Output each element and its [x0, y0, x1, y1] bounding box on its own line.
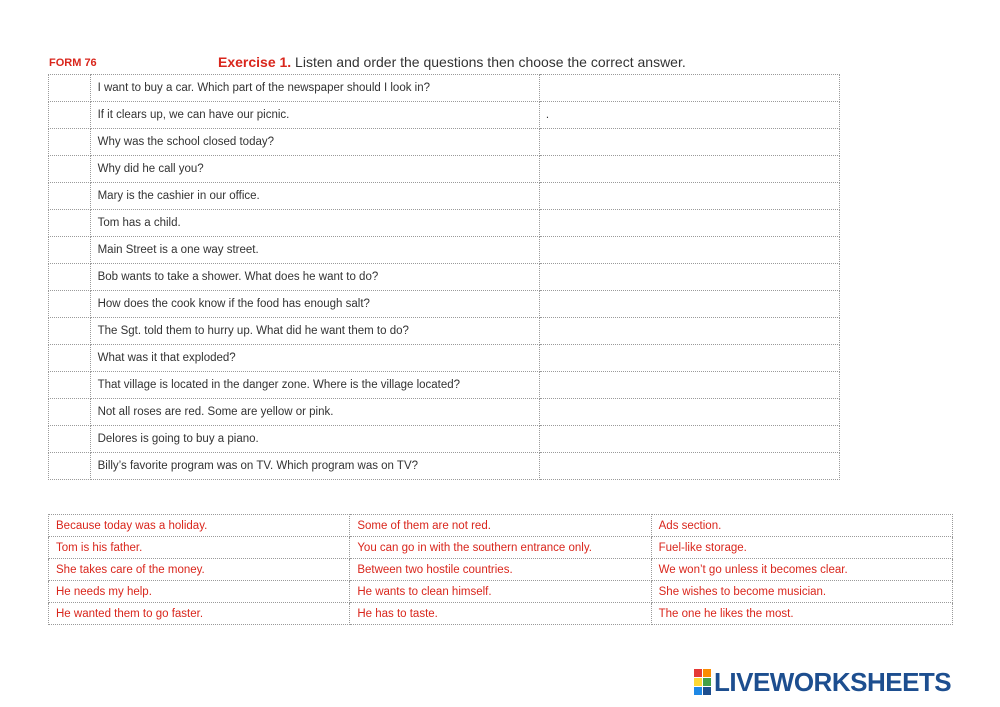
question-text: That village is located in the danger zone. Where is the village located?	[90, 372, 539, 399]
answer-bank-row	[49, 559, 953, 581]
question-text: I want to buy a car. Which part of the newspaper should I look in?	[90, 75, 539, 102]
order-number-cell[interactable]	[49, 102, 91, 129]
logo-square	[694, 678, 702, 686]
answer-drop-cell[interactable]	[539, 426, 839, 453]
question-text: Mary is the cashier in our office.	[90, 183, 539, 210]
questions-table	[48, 74, 840, 480]
question-text: Tom has a child.	[90, 210, 539, 237]
form-label: FORM 76	[49, 57, 97, 69]
question-text: Billy’s favorite program was on TV. Which program was on TV?	[90, 453, 539, 480]
answer-drop-cell[interactable]	[539, 210, 839, 237]
question-row	[49, 210, 840, 237]
answer-option[interactable]: He wants to clean himself.	[350, 581, 651, 603]
logo-square	[694, 669, 702, 677]
answer-option[interactable]: Some of them are not red.	[350, 515, 651, 537]
answer-option[interactable]: The one he likes the most.	[651, 603, 952, 625]
answer-bank-row	[49, 515, 953, 537]
question-row	[49, 183, 840, 210]
answer-option[interactable]: Ads section.	[651, 515, 952, 537]
order-number-cell[interactable]	[49, 372, 91, 399]
answer-option[interactable]: You can go in with the southern entrance only.	[350, 537, 651, 559]
question-row	[49, 372, 840, 399]
answer-option[interactable]: She wishes to become musician.	[651, 581, 952, 603]
question-row	[49, 264, 840, 291]
question-text: The Sgt. told them to hurry up. What did he want them to do?	[90, 318, 539, 345]
question-row	[49, 129, 840, 156]
answer-option[interactable]: He has to taste.	[350, 603, 651, 625]
question-row	[49, 453, 840, 480]
question-text: How does the cook know if the food has enough salt?	[90, 291, 539, 318]
answer-drop-cell[interactable]	[539, 183, 839, 210]
logo-square	[694, 687, 702, 695]
order-number-cell[interactable]	[49, 129, 91, 156]
question-text: Main Street is a one way street.	[90, 237, 539, 264]
answer-option[interactable]: Tom is his father.	[49, 537, 350, 559]
answer-bank-row	[49, 603, 953, 625]
answer-drop-cell[interactable]	[539, 291, 839, 318]
question-row	[49, 75, 840, 102]
exercise-title	[218, 54, 686, 70]
order-number-cell[interactable]	[49, 426, 91, 453]
answer-option[interactable]: She takes care of the money.	[49, 559, 350, 581]
logo-square	[703, 669, 711, 677]
answer-option[interactable]: We won’t go unless it becomes clear.	[651, 559, 952, 581]
answer-drop-cell[interactable]	[539, 372, 839, 399]
answer-drop-cell[interactable]	[539, 345, 839, 372]
logo-square	[703, 678, 711, 686]
answer-drop-cell[interactable]	[539, 318, 839, 345]
question-text: Why did he call you?	[90, 156, 539, 183]
order-number-cell[interactable]	[49, 318, 91, 345]
question-row	[49, 291, 840, 318]
question-text: Bob wants to take a shower. What does he want to do?	[90, 264, 539, 291]
question-row	[49, 102, 840, 129]
answer-drop-cell[interactable]	[539, 237, 839, 264]
answer-drop-cell[interactable]	[539, 453, 839, 480]
answer-drop-cell[interactable]: .	[539, 102, 839, 129]
answer-drop-cell[interactable]	[539, 129, 839, 156]
logo-mark-icon	[694, 669, 711, 695]
order-number-cell[interactable]	[49, 210, 91, 237]
answer-option[interactable]: Fuel-like storage.	[651, 537, 952, 559]
question-row	[49, 345, 840, 372]
answer-option[interactable]: He wanted them to go faster.	[49, 603, 350, 625]
liveworksheets-logo	[694, 668, 951, 696]
question-text: If it clears up, we can have our picnic.	[90, 102, 539, 129]
order-number-cell[interactable]	[49, 183, 91, 210]
answer-option[interactable]: Between two hostile countries.	[350, 559, 651, 581]
question-text: Why was the school closed today?	[90, 129, 539, 156]
order-number-cell[interactable]	[49, 291, 91, 318]
order-number-cell[interactable]	[49, 453, 91, 480]
order-number-cell[interactable]	[49, 156, 91, 183]
order-number-cell[interactable]	[49, 237, 91, 264]
question-row	[49, 399, 840, 426]
question-text: Delores is going to buy a piano.	[90, 426, 539, 453]
answer-bank-table	[48, 514, 953, 625]
question-row	[49, 237, 840, 264]
answer-option[interactable]: He needs my help.	[49, 581, 350, 603]
order-number-cell[interactable]	[49, 75, 91, 102]
answer-bank-row	[49, 581, 953, 603]
logo-square	[703, 687, 711, 695]
order-number-cell[interactable]	[49, 345, 91, 372]
answer-drop-cell[interactable]	[539, 399, 839, 426]
exercise-instruction: Listen and order the questions then choose the correct answer.	[291, 54, 686, 70]
answer-option[interactable]: Because today was a holiday.	[49, 515, 350, 537]
answer-bank-row	[49, 537, 953, 559]
answer-drop-cell[interactable]	[539, 264, 839, 291]
order-number-cell[interactable]	[49, 399, 91, 426]
answer-drop-cell[interactable]	[539, 156, 839, 183]
question-row	[49, 426, 840, 453]
question-text: What was it that exploded?	[90, 345, 539, 372]
exercise-label: Exercise 1.	[218, 54, 292, 70]
order-number-cell[interactable]	[49, 264, 91, 291]
logo-text: LIVEWORKSHEETS	[714, 667, 952, 697]
question-text: Not all roses are red. Some are yellow or pink.	[90, 399, 539, 426]
question-row	[49, 156, 840, 183]
answer-drop-cell[interactable]	[539, 75, 839, 102]
question-row	[49, 318, 840, 345]
